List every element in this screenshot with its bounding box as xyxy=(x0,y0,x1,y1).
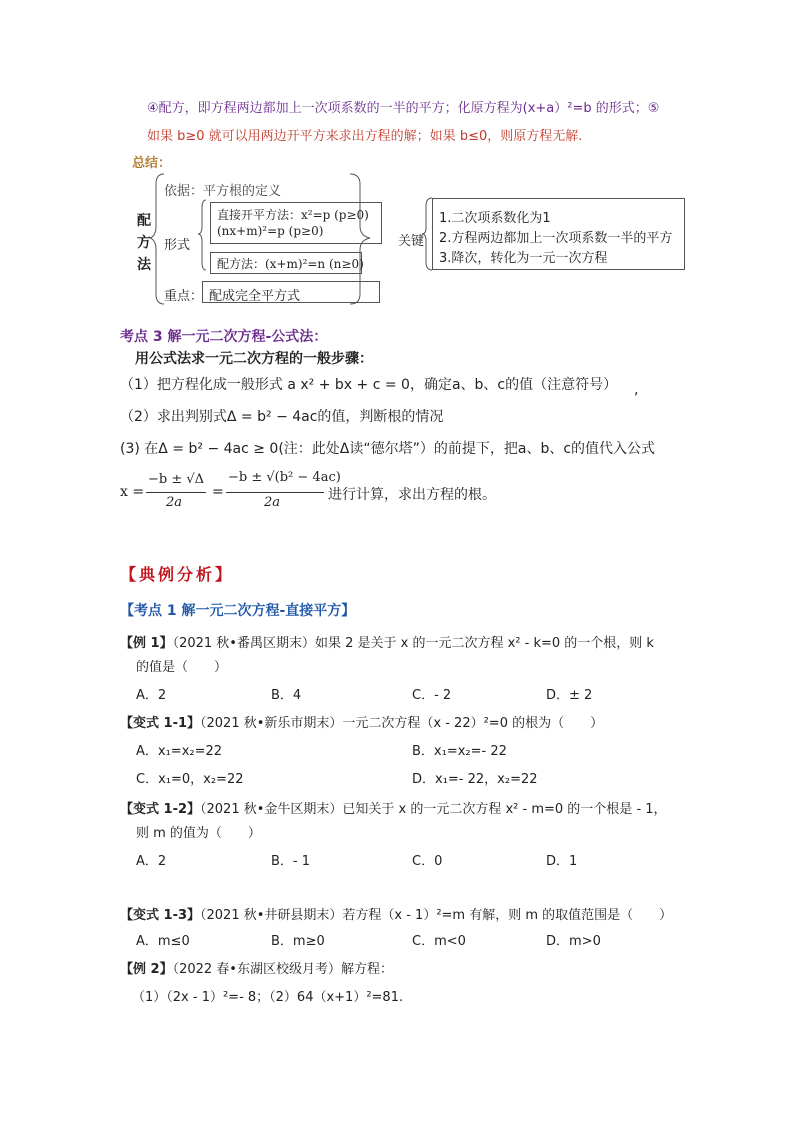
variant-1-1-option-a[interactable]: A．x₁=x₂=22 xyxy=(136,744,223,759)
formula-prefix: x = xyxy=(120,484,145,500)
key-point-box xyxy=(202,281,380,303)
example-1-option-b[interactable]: B．4 xyxy=(271,688,302,703)
variant-1-2 xyxy=(120,798,667,817)
key-steps-box xyxy=(432,198,685,270)
variant-1-1-tag: 【变式 1-1】 xyxy=(120,716,201,731)
variant-1-1-text: （2021 秋•新乐市期末）一元二次方程（x - 22）²=0 的根为（ ） xyxy=(200,716,604,731)
intro-line-2: 如果 b≥0 就可以用两边开平方来求出方程的解；如果 b≤0，则原方程无解. xyxy=(147,129,583,144)
formula-numerator-2: −b ± √(b² − 4ac) xyxy=(228,470,341,485)
example-1-option-d[interactable]: D．± 2 xyxy=(546,688,593,703)
direct-method-box xyxy=(210,202,382,244)
variant-1-2-option-b[interactable]: B．- 1 xyxy=(271,854,311,869)
point3-step-3: (3) 在Δ = b² − 4ac ≥ 0(注：此处Δ读“德尔塔”）的前提下，把a、b、c的值代入公式 xyxy=(120,441,656,457)
variant-1-2-option-c[interactable]: C．0 xyxy=(412,854,443,869)
variant-1-1-option-b[interactable]: B．x₁=x₂=- 22 xyxy=(412,744,507,759)
variant-1-3 xyxy=(120,904,672,923)
summary-key-label: 关键 xyxy=(398,234,425,249)
example-2-text: （2022 春•东湖区校级月考）解方程： xyxy=(172,962,393,977)
variant-1-1-option-d[interactable]: D．x₁=- 22，x₂=22 xyxy=(412,772,538,787)
variant-1-1 xyxy=(120,712,603,731)
intro-line-1: ④配方，即方程两边都加上一次项系数的一半的平方；化原方程为(x+a）²=b 的形式；⑤ xyxy=(147,101,660,116)
variant-1-2-text-2: 则 m 的值为（ ） xyxy=(136,826,261,841)
example-1-option-c[interactable]: C．- 2 xyxy=(412,688,452,703)
example-1-text-2: 的值是（ ） xyxy=(136,660,228,675)
direct-method-2: (nx+m)²=p (p≥0) xyxy=(217,224,324,238)
key-point: 配成完全平方式 xyxy=(209,289,301,304)
variant-1-1-option-c[interactable]: C．x₁=0，x₂=22 xyxy=(136,772,244,787)
variant-1-3-tag: 【变式 1-3】 xyxy=(120,908,201,923)
variant-1-2-option-a[interactable]: A．2 xyxy=(136,854,167,869)
variant-1-3-option-a[interactable]: A．m≤0 xyxy=(136,934,190,949)
summary-basis: 依据：平方根的定义 xyxy=(164,184,282,199)
variant-1-2-option-d[interactable]: D．1 xyxy=(546,854,578,869)
summary-key-point-label: 重点： xyxy=(164,289,204,304)
fraction-bar-2 xyxy=(226,492,324,493)
variant-1-3-option-c[interactable]: C．m<0 xyxy=(412,934,466,949)
variant-1-2-text: （2021 秋•金牛区期末）已知关于 x 的一元二次方程 x² - m=0 的一个根是 - 1， xyxy=(200,802,667,817)
completing-method-box xyxy=(210,252,362,274)
example-1-tag: 【例 1】 xyxy=(120,636,173,651)
completing-method: 配方法：(x+m)²=n (n≥0) xyxy=(217,257,364,271)
point3-step-1-comma: , xyxy=(634,382,639,398)
summary-label: 总结： xyxy=(132,156,172,171)
formula-denominator-2: 2a xyxy=(264,495,281,510)
point3-step-2: （2）求出判别式Δ = b² − 4ac的值，判断根的情况 xyxy=(120,409,444,425)
key-step-3: 3.降次，转化为一元一次方程 xyxy=(439,251,608,266)
fraction-bar-1 xyxy=(146,492,206,493)
example-2 xyxy=(120,958,393,977)
key-step-2: 2.方程两边都加上一次项系数一半的平方 xyxy=(439,231,673,246)
variant-1-2-tag: 【变式 1-2】 xyxy=(120,802,201,817)
point3-heading: 考点 3 解一元二次方程-公式法： xyxy=(120,329,328,345)
example-2-tag: 【例 2】 xyxy=(120,962,173,977)
summary-form-label: 形式 xyxy=(164,238,191,253)
example-1-text: （2021 秋•番禺区期末）如果 2 是关于 x 的一元二次方程 x² - k=0 的一个根，则 k xyxy=(172,636,654,651)
side-title-char: 配 xyxy=(137,213,151,229)
example-2-text-2: （1）（2x - 1）²=- 8；（2）64（x+1）²=81. xyxy=(132,990,404,1005)
example-1-option-a[interactable]: A．2 xyxy=(136,688,167,703)
variant-1-3-option-b[interactable]: B．m≥0 xyxy=(271,934,325,949)
section-title: 【典例分析】 xyxy=(120,565,235,584)
formula-suffix: 进行计算，求出方程的根。 xyxy=(328,487,496,503)
formula-numerator-1: −b ± √Δ xyxy=(148,472,205,487)
formula-denominator-1: 2a xyxy=(166,495,183,510)
direct-method: 直接开平方法：x²=p (p≥0) xyxy=(217,208,369,222)
side-title-char: 法 xyxy=(137,257,151,273)
variant-1-3-text: （2021 秋•井研县期末）若方程（x - 1）²=m 有解，则 m 的取值范围是（ ） xyxy=(200,908,673,923)
variant-1-3-option-d[interactable]: D．m>0 xyxy=(546,934,601,949)
point3-subheading: 用公式法求一元二次方程的一般步骤： xyxy=(135,351,373,367)
point3-step-1: （1）把方程化成一般形式 a x² + bx + c = 0，确定a、b、c的值（注意符号） xyxy=(120,377,618,393)
example-1 xyxy=(120,632,654,651)
point1-heading: 【考点 1 解一元二次方程-直接平方】 xyxy=(120,603,356,619)
key-step-1: 1.二次项系数化为1 xyxy=(439,211,551,226)
side-title-char: 方 xyxy=(137,235,151,251)
formula-equals: = xyxy=(212,484,224,500)
